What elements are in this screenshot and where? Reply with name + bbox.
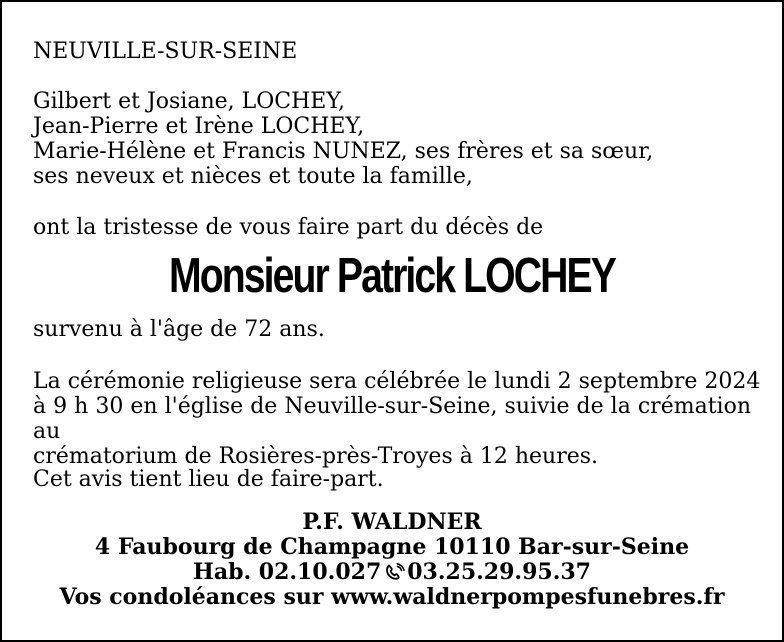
family-line: Gilbert et Josiane, LOCHEY,: [33, 89, 346, 114]
condolences-website: Vos condoléances sur www.waldnerpompesfunebres.fr: [59, 584, 725, 610]
family-line: Marie-Hélène et Francis NUNEZ, ses frères et sa sœur,: [33, 139, 654, 164]
ceremony-details: [33, 369, 761, 469]
notice-note: [33, 467, 751, 492]
ceremony-line: crématorium de Rosières-près-Troyes à 12 heures.: [33, 444, 599, 469]
note-text: Cet avis tient lieu de faire-part.: [33, 467, 384, 492]
ceremony-line: à 9 h 30 en l'église de Neuville-sur-Seine, suivie de la crémation au: [33, 394, 751, 444]
telephone-icon: [385, 563, 405, 581]
ceremony-line: La cérémonie religieuse sera célébrée le lundi 2 septembre 2024: [33, 369, 761, 394]
phone-number: 03.25.29.95.37: [407, 559, 591, 585]
habilitation-number: Hab. 02.10.027: [193, 559, 382, 585]
town-name: NEUVILLE-SUR-SEINE: [33, 39, 298, 64]
intro-text: ont la tristesse de vous faire part du décès de: [33, 215, 544, 240]
funeral-home-contact: [2, 560, 782, 585]
family-line: Jean-Pierre et Irène LOCHEY,: [33, 114, 365, 139]
funeral-home-address: 4 Faubourg de Champagne 10110 Bar-sur-Seine: [94, 534, 690, 560]
age-text: survenu à l'âge de 72 ans.: [33, 317, 325, 342]
deceased-name: Monsieur Patrick LOCHEY: [169, 249, 615, 303]
age-statement: [33, 317, 751, 342]
family-line: ses neveux et nièces et toute la famille,: [33, 164, 473, 189]
funeral-home-info: [2, 510, 782, 610]
family-list: [33, 89, 751, 189]
announcement-intro: [33, 215, 751, 240]
funeral-home-name: P.F. WALDNER: [302, 509, 482, 535]
town-heading: [33, 39, 751, 64]
